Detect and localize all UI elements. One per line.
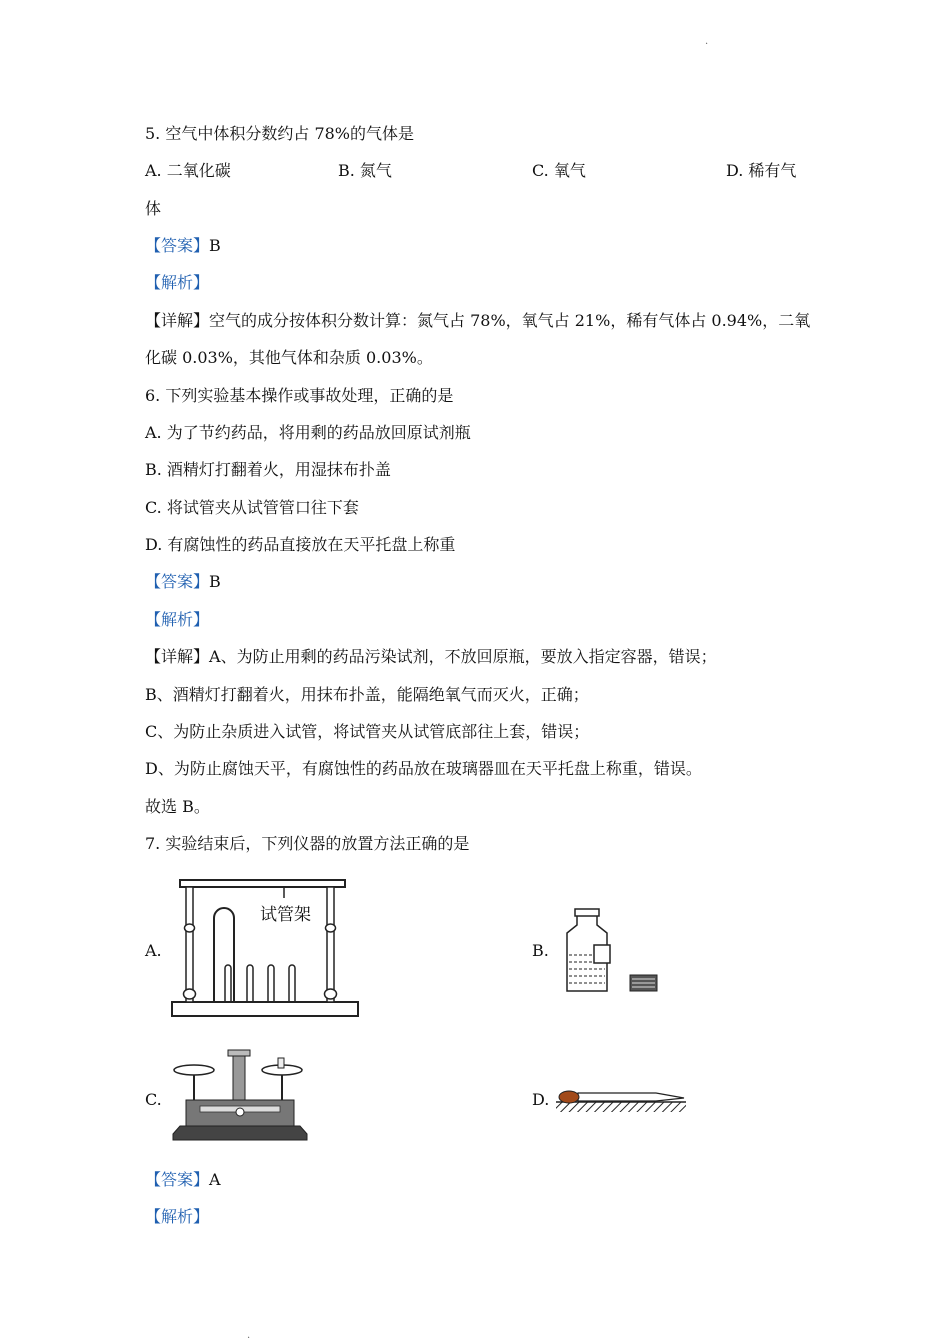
- answer-tag: 【答案】: [145, 236, 210, 255]
- q6-option-c: C. 将试管夹从试管管口往下套: [145, 498, 359, 517]
- rack-label: 试管架: [260, 905, 311, 925]
- answer-value: B: [209, 572, 221, 591]
- q7-stem: 7. 实验结束后，下列仪器的放置方法正确的是: [145, 834, 470, 853]
- q5-detail-line1: [145, 310, 810, 332]
- q6-option-b: B. 酒精灯打翻着火，用湿抹布扑盖: [145, 460, 391, 479]
- q7-label-c: C.: [145, 1090, 162, 1109]
- q7-label-a: A.: [145, 941, 162, 960]
- analysis-tag: 【解析】: [145, 610, 210, 629]
- detail-text: A、为防止用剩的药品污染试剂，不放回原瓶，要放入指定容器，错误；: [209, 647, 717, 666]
- q5-option-a: A. 二氧化碳: [145, 161, 231, 180]
- q5-detail-line2: 化碳 0.03%，其他气体和杂质 0.03%。: [145, 348, 433, 367]
- q7-label-b: B.: [532, 941, 549, 960]
- q5-stem: 5. 空气中体积分数约占 78%的气体是: [145, 124, 415, 143]
- q6-analysis-tag: [145, 609, 209, 631]
- balance-figure: [170, 1048, 310, 1143]
- analysis-tag: 【解析】: [145, 273, 210, 292]
- q5-option-wrap: 体: [145, 199, 162, 218]
- q5-option-b: B. 氮气: [338, 161, 392, 180]
- q6-detail-line1: [145, 646, 717, 668]
- q7-answer: [145, 1169, 221, 1191]
- answer-value: B: [209, 236, 221, 255]
- q5-option-d: D. 稀有气: [726, 161, 797, 180]
- q5-answer: [145, 235, 221, 257]
- detail-text: 空气的成分按体积分数计算：氮气占 78%，氧气占 21%，稀有气体占 0.94%，二氧: [209, 311, 811, 330]
- dropper-figure: [556, 1082, 688, 1116]
- q6-conclusion: 故选 B。: [145, 797, 210, 816]
- q6-answer: [145, 571, 221, 593]
- answer-value: A: [209, 1170, 221, 1189]
- q6-option-d: D. 有腐蚀性的药品直接放在天平托盘上称重: [145, 535, 456, 554]
- test-tube-rack-figure: [168, 876, 363, 1021]
- header-dot: .: [705, 36, 709, 47]
- q5-option-c: C. 氧气: [532, 161, 586, 180]
- answer-tag: 【答案】: [145, 1170, 210, 1189]
- q7-label-d: D.: [532, 1090, 550, 1109]
- q6-stem: 6. 下列实验基本操作或事故处理，正确的是: [145, 386, 454, 405]
- detail-tag: 【详解】: [145, 647, 210, 666]
- q6-detail-line4: D、为防止腐蚀天平，有腐蚀性的药品放在玻璃器皿在天平托盘上称重，错误。: [145, 759, 702, 778]
- analysis-tag: 【解析】: [145, 1207, 210, 1226]
- detail-tag: 【详解】: [145, 311, 210, 330]
- q5-analysis-tag: [145, 272, 209, 294]
- answer-tag: 【答案】: [145, 572, 210, 591]
- q6-option-a: A. 为了节约药品，将用剩的药品放回原试剂瓶: [145, 423, 471, 442]
- q7-analysis-tag: [145, 1206, 209, 1228]
- footer-dot: .: [247, 1330, 251, 1341]
- q6-detail-line3: C、为防止杂质进入试管，将试管夹从试管底部往上套，错误；: [145, 722, 590, 741]
- reagent-bottle-figure: [562, 905, 662, 997]
- q6-detail-line2: B、酒精灯打翻着火，用抹布扑盖，能隔绝氧气而灭火，正确；: [145, 685, 589, 704]
